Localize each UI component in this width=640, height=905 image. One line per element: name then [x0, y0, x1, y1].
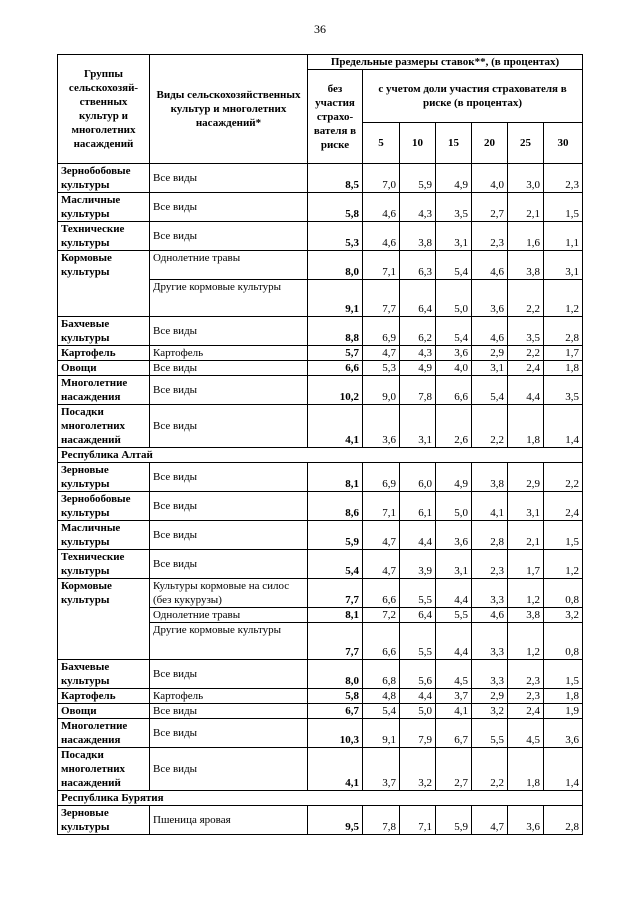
table-row [58, 317, 583, 346]
crop-kind: Все виды [150, 492, 308, 521]
crop-group: Картофель [58, 346, 150, 361]
share-rate: 2,6 [436, 405, 472, 448]
header-percent: 15 [436, 123, 472, 164]
share-rate: 3,6 [472, 280, 508, 317]
share-rate: 7,9 [400, 719, 436, 748]
share-rate: 5,4 [472, 376, 508, 405]
base-rate: 10,3 [308, 719, 363, 748]
share-rate: 3,8 [508, 608, 544, 623]
crop-group: Посадки многолетних насаждений [58, 748, 150, 791]
share-rate: 3,1 [544, 251, 583, 280]
share-rate: 5,0 [400, 704, 436, 719]
base-rate: 9,1 [308, 280, 363, 317]
share-rate: 5,9 [400, 164, 436, 193]
share-rate: 5,5 [436, 608, 472, 623]
share-rate: 2,2 [508, 346, 544, 361]
crop-group: Технические культуры [58, 222, 150, 251]
base-rate: 4,1 [308, 748, 363, 791]
share-rate: 3,6 [436, 346, 472, 361]
crop-group: Зернобобовые культуры [58, 164, 150, 193]
base-rate: 5,8 [308, 193, 363, 222]
crop-kind: Картофель [150, 689, 308, 704]
table-row [58, 164, 583, 193]
share-rate: 1,9 [544, 704, 583, 719]
table-row [58, 222, 583, 251]
base-rate: 8,0 [308, 660, 363, 689]
share-rate: 6,4 [400, 608, 436, 623]
share-rate: 7,7 [363, 280, 400, 317]
share-rate: 5,4 [363, 704, 400, 719]
header-percent: 5 [363, 123, 400, 164]
table-row [58, 689, 583, 704]
crop-group: Бахчевые культуры [58, 317, 150, 346]
share-rate: 2,1 [508, 521, 544, 550]
share-rate: 3,1 [436, 222, 472, 251]
share-rate: 6,7 [436, 719, 472, 748]
crop-kind: Все виды [150, 317, 308, 346]
region-heading: Республика Алтай [58, 448, 583, 463]
share-rate: 4,6 [472, 317, 508, 346]
table-row [58, 719, 583, 748]
share-rate: 1,2 [508, 579, 544, 608]
share-rate: 3,7 [363, 748, 400, 791]
share-rate: 4,5 [508, 719, 544, 748]
insurance-rates-table [57, 54, 583, 835]
share-rate: 7,8 [400, 376, 436, 405]
table-row [58, 748, 583, 791]
share-rate: 3,2 [472, 704, 508, 719]
share-rate: 6,1 [400, 492, 436, 521]
table-row [58, 806, 583, 835]
share-rate: 7,1 [363, 251, 400, 280]
share-rate: 2,4 [508, 361, 544, 376]
crop-group: Зернобобовые культуры [58, 492, 150, 521]
table-row [58, 405, 583, 448]
crop-group: Кормовые культуры [58, 579, 150, 660]
share-rate: 4,4 [508, 376, 544, 405]
share-rate: 7,1 [363, 492, 400, 521]
share-rate: 3,6 [544, 719, 583, 748]
crop-kind: Все виды [150, 660, 308, 689]
crop-kind: Другие кормовые культуры [150, 280, 308, 317]
share-rate: 3,7 [436, 689, 472, 704]
crop-group: Посадки многолетних насаждений [58, 405, 150, 448]
share-rate: 1,8 [508, 405, 544, 448]
table-row [58, 193, 583, 222]
share-rate: 4,1 [472, 492, 508, 521]
crop-kind: Все виды [150, 550, 308, 579]
share-rate: 5,3 [363, 361, 400, 376]
base-rate: 6,6 [308, 361, 363, 376]
base-rate: 6,7 [308, 704, 363, 719]
share-rate: 6,2 [400, 317, 436, 346]
share-rate: 4,7 [363, 346, 400, 361]
share-rate: 6,4 [400, 280, 436, 317]
crop-group: Зерновые культуры [58, 806, 150, 835]
share-rate: 1,5 [544, 660, 583, 689]
share-rate: 2,3 [508, 689, 544, 704]
share-rate: 4,8 [363, 689, 400, 704]
share-rate: 4,9 [436, 164, 472, 193]
share-rate: 2,1 [508, 193, 544, 222]
share-rate: 3,9 [400, 550, 436, 579]
share-rate: 5,5 [472, 719, 508, 748]
share-rate: 4,7 [363, 550, 400, 579]
share-rate: 2,4 [544, 492, 583, 521]
share-rate: 5,4 [436, 317, 472, 346]
base-rate: 7,7 [308, 623, 363, 660]
share-rate: 7,2 [363, 608, 400, 623]
base-rate: 8,0 [308, 251, 363, 280]
share-rate: 4,5 [436, 660, 472, 689]
crop-group: Кормовые культуры [58, 251, 150, 317]
share-rate: 4,4 [400, 689, 436, 704]
crop-kind: Все виды [150, 521, 308, 550]
share-rate: 4,9 [400, 361, 436, 376]
base-rate: 8,6 [308, 492, 363, 521]
share-rate: 1,5 [544, 521, 583, 550]
crop-kind: Все виды [150, 361, 308, 376]
base-rate: 10,2 [308, 376, 363, 405]
crop-kind: Все виды [150, 704, 308, 719]
share-rate: 2,2 [472, 748, 508, 791]
crop-group: Технические культуры [58, 550, 150, 579]
share-rate: 3,6 [508, 806, 544, 835]
share-rate: 4,1 [436, 704, 472, 719]
share-rate: 4,9 [436, 463, 472, 492]
table-row [58, 376, 583, 405]
share-rate: 5,4 [436, 251, 472, 280]
base-rate: 9,5 [308, 806, 363, 835]
table-row [58, 550, 583, 579]
crop-group: Масличные культуры [58, 193, 150, 222]
crop-group: Бахчевые культуры [58, 660, 150, 689]
table-row [58, 251, 583, 280]
share-rate: 2,3 [472, 222, 508, 251]
header-percent: 25 [508, 123, 544, 164]
share-rate: 3,1 [436, 550, 472, 579]
share-rate: 2,3 [544, 164, 583, 193]
share-rate: 3,3 [472, 623, 508, 660]
share-rate: 3,5 [544, 376, 583, 405]
header-kind: Виды сельскохозяйственных культур и многолетних насаждений* [150, 55, 308, 164]
share-rate: 1,8 [544, 689, 583, 704]
share-rate: 3,8 [400, 222, 436, 251]
share-rate: 2,3 [472, 550, 508, 579]
share-rate: 3,3 [472, 579, 508, 608]
share-rate: 4,7 [363, 521, 400, 550]
header-rates-title: Предельные размеры ставок**, (в процентах) [308, 55, 583, 70]
share-rate: 2,2 [472, 405, 508, 448]
crop-group: Картофель [58, 689, 150, 704]
share-rate: 1,1 [544, 222, 583, 251]
share-rate: 2,8 [544, 806, 583, 835]
share-rate: 3,5 [436, 193, 472, 222]
crop-kind: Все виды [150, 719, 308, 748]
header-percent: 30 [544, 123, 583, 164]
base-rate: 4,1 [308, 405, 363, 448]
share-rate: 7,1 [400, 806, 436, 835]
share-rate: 7,0 [363, 164, 400, 193]
share-rate: 6,0 [400, 463, 436, 492]
table-row [58, 361, 583, 376]
share-rate: 1,2 [508, 623, 544, 660]
share-rate: 1,2 [544, 280, 583, 317]
share-rate: 2,8 [472, 521, 508, 550]
region-row [58, 448, 583, 463]
share-rate: 4,4 [436, 579, 472, 608]
share-rate: 1,8 [508, 748, 544, 791]
crop-kind: Все виды [150, 463, 308, 492]
share-rate: 2,7 [436, 748, 472, 791]
crop-group: Зерновые культуры [58, 463, 150, 492]
share-rate: 6,6 [436, 376, 472, 405]
crop-kind: Все виды [150, 222, 308, 251]
share-rate: 3,8 [472, 463, 508, 492]
share-rate: 2,9 [472, 689, 508, 704]
share-rate: 1,8 [544, 361, 583, 376]
header-share: с учетом доли участия страхователя в риске (в процентах) [363, 70, 583, 123]
base-rate: 5,3 [308, 222, 363, 251]
crop-kind: Все виды [150, 164, 308, 193]
share-rate: 4,6 [363, 193, 400, 222]
share-rate: 6,6 [363, 623, 400, 660]
share-rate: 4,4 [400, 521, 436, 550]
base-rate: 5,8 [308, 689, 363, 704]
crop-group: Многолетние насаждения [58, 719, 150, 748]
share-rate: 1,5 [544, 193, 583, 222]
share-rate: 5,0 [436, 280, 472, 317]
base-rate: 5,7 [308, 346, 363, 361]
table-row [58, 346, 583, 361]
region-heading: Республика Бурятия [58, 791, 583, 806]
crop-kind: Все виды [150, 193, 308, 222]
share-rate: 1,2 [544, 550, 583, 579]
crop-kind: Все виды [150, 748, 308, 791]
share-rate: 6,8 [363, 660, 400, 689]
base-rate: 8,5 [308, 164, 363, 193]
crop-kind: Культуры кормовые на силос (без кукурузы) [150, 579, 308, 608]
crop-kind: Все виды [150, 405, 308, 448]
crop-kind: Другие кормовые культуры [150, 623, 308, 660]
share-rate: 1,6 [508, 222, 544, 251]
share-rate: 3,1 [508, 492, 544, 521]
share-rate: 4,3 [400, 193, 436, 222]
share-rate: 0,8 [544, 579, 583, 608]
table-row [58, 704, 583, 719]
share-rate: 3,1 [472, 361, 508, 376]
share-rate: 6,6 [363, 579, 400, 608]
share-rate: 6,9 [363, 463, 400, 492]
share-rate: 6,9 [363, 317, 400, 346]
table-row [58, 492, 583, 521]
base-rate: 8,8 [308, 317, 363, 346]
share-rate: 9,0 [363, 376, 400, 405]
table-row [58, 463, 583, 492]
share-rate: 5,5 [400, 623, 436, 660]
share-rate: 4,0 [472, 164, 508, 193]
share-rate: 4,3 [400, 346, 436, 361]
crop-group: Многолетние насаждения [58, 376, 150, 405]
share-rate: 6,3 [400, 251, 436, 280]
base-rate: 7,7 [308, 579, 363, 608]
header-percent: 20 [472, 123, 508, 164]
share-rate: 5,6 [400, 660, 436, 689]
share-rate: 1,4 [544, 748, 583, 791]
region-row [58, 791, 583, 806]
crop-group: Овощи [58, 704, 150, 719]
share-rate: 3,3 [472, 660, 508, 689]
share-rate: 2,7 [472, 193, 508, 222]
share-rate: 2,9 [472, 346, 508, 361]
share-rate: 5,0 [436, 492, 472, 521]
crop-kind: Однолетние травы [150, 251, 308, 280]
header-group: Группы сельскохозяй-ственных культур и многолетних насаждений [58, 55, 150, 164]
share-rate: 5,9 [436, 806, 472, 835]
rates-body [58, 164, 583, 835]
share-rate: 3,8 [508, 251, 544, 280]
share-rate: 9,1 [363, 719, 400, 748]
share-rate: 3,2 [400, 748, 436, 791]
share-rate: 0,8 [544, 623, 583, 660]
share-rate: 4,6 [363, 222, 400, 251]
crop-kind: Пшеница яровая [150, 806, 308, 835]
share-rate: 5,5 [400, 579, 436, 608]
base-rate: 8,1 [308, 608, 363, 623]
crop-kind: Картофель [150, 346, 308, 361]
share-rate: 2,2 [508, 280, 544, 317]
share-rate: 2,4 [508, 704, 544, 719]
share-rate: 2,8 [544, 317, 583, 346]
page-number: 36 [314, 22, 326, 36]
share-rate: 3,2 [544, 608, 583, 623]
share-rate: 2,9 [508, 463, 544, 492]
base-rate: 8,1 [308, 463, 363, 492]
share-rate: 2,3 [508, 660, 544, 689]
share-rate: 3,1 [400, 405, 436, 448]
crop-kind: Однолетние травы [150, 608, 308, 623]
base-rate: 5,4 [308, 550, 363, 579]
share-rate: 4,6 [472, 608, 508, 623]
header-base: без участия страхо-вателя в риске [308, 70, 363, 164]
share-rate: 7,8 [363, 806, 400, 835]
share-rate: 1,7 [508, 550, 544, 579]
share-rate: 1,7 [544, 346, 583, 361]
share-rate: 4,7 [472, 806, 508, 835]
share-rate: 3,6 [436, 521, 472, 550]
share-rate: 3,5 [508, 317, 544, 346]
table-row [58, 579, 583, 608]
base-rate: 5,9 [308, 521, 363, 550]
crop-group: Овощи [58, 361, 150, 376]
table-row [58, 660, 583, 689]
share-rate: 1,4 [544, 405, 583, 448]
header-percent: 10 [400, 123, 436, 164]
share-rate: 4,4 [436, 623, 472, 660]
table-row [58, 521, 583, 550]
share-rate: 4,6 [472, 251, 508, 280]
share-rate: 2,2 [544, 463, 583, 492]
share-rate: 3,0 [508, 164, 544, 193]
share-rate: 4,0 [436, 361, 472, 376]
crop-kind: Все виды [150, 376, 308, 405]
crop-group: Масличные культуры [58, 521, 150, 550]
share-rate: 3,6 [363, 405, 400, 448]
